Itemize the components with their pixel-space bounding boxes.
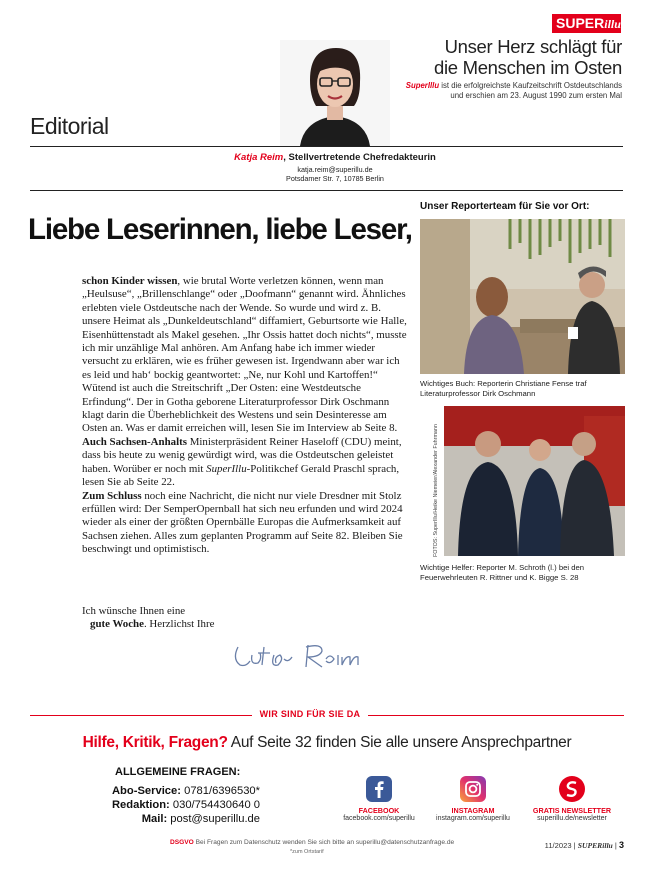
- claim: [392, 81, 622, 101]
- headline: Liebe Leserinnen, liebe Leser,: [28, 213, 412, 246]
- caption-interview: Wichtiges Buch: Reporterin Christiane Fense traf Literaturprofessor Dirk Oschmann: [420, 379, 587, 398]
- photo-credit-text: FOTOS: SuperIllu/Heike Niemeier/Alexander Fuhrmann: [433, 424, 439, 557]
- service-heading: WIR SIND FÜR SIE DA: [259, 709, 361, 719]
- p1-text: , wie brutal Worte verletzen können, wenn man „Heulsuse“, „Brillenschlange“ oder „Doofmann“ genannt wird. Ähnliches erlebten viele Ostdeutsche nach der Wende. So wurde und wird z. B. unsere Heimat als „Dunkeldeutschland“ diffamiert, Geburtsorte wie Halle, Eisenhüttenstadt als Makel gesehen. „Ihr Ossis hattet doch nichts“, musste ich mir unzählige Mal anhören. Am Anfang habe ich immer wieder versucht zu erklären, wie es früher gewesen ist. Irgendwann aber war ich es leid und hab‘ bockig geantwortet: „Ne, nur Kohl und Kartoffen!“ Wütend ist auch die Streitschrift „Der Osten: eine Westdeutsche Erfindung“. Der in Gotha geborene Literaturprofessor Dirk Oschmann klagt darin die Überheblichkeit des Westens und sein Desinteresse am Osten an. Was er damit erreichen will, lesen Sie im Interview ab Seite 8.: [82, 275, 407, 435]
- facebook-icon: [366, 776, 392, 802]
- claim-line-2: und erschien am 23. August 1990 zum ersten Mal: [450, 91, 622, 100]
- photo-interview: [420, 219, 625, 374]
- help-text: Auf Seite 32 finden Sie alle unsere Ansprechpartner: [227, 734, 572, 751]
- author-name: Katja Reim: [234, 152, 284, 163]
- signature: [230, 637, 370, 671]
- facebook-label: FACEBOOK: [358, 806, 400, 815]
- abo-label: Abo-Service:: [111, 785, 181, 797]
- header-divider: [30, 146, 623, 147]
- p2-text-b: -Politikchef Gerald Praschl sprach, lesen Sie ab Seite 22.: [82, 462, 400, 489]
- claim-brand: SuperIllu: [405, 81, 440, 90]
- dsgvo-note: [170, 839, 500, 846]
- p2-lead: Auch Sachsen-Anhalts: [82, 435, 187, 448]
- newsletter-url[interactable]: superillu.de/newsletter: [537, 815, 607, 822]
- reporter-team-title: Unser Reporterteam für Sie vor Ort:: [420, 201, 590, 212]
- p3-text: noch eine Nachricht, die nicht nur viele Dresdner mit Stolz erfüllen wird: Der SemperOpernball hat sich neu erfunden und wird 2024 wieder als einer der größten Opernbälle Europas die Aufmerksamkeit auf Sachsen ziehen. Alles zum geplanten Programm auf Seite 82. Bleiben Sie beschwingt und optimistisch.: [82, 489, 403, 556]
- paragraph-3: [82, 490, 409, 557]
- newsletter-link[interactable]: [527, 776, 617, 822]
- help-line: [30, 734, 624, 752]
- p2-brand: SuperIllu: [206, 462, 247, 475]
- paragraph-1: [82, 275, 409, 436]
- slogan-line-2: die Menschen im Osten: [433, 57, 622, 78]
- abo-phone[interactable]: 0781/6396530*: [180, 785, 260, 797]
- facebook-url[interactable]: facebook.com/superillu: [343, 815, 415, 822]
- redaktion: [40, 799, 260, 811]
- general-questions-heading: ALLGEMEINE FRAGEN:: [115, 766, 241, 778]
- author-portrait: [280, 40, 390, 146]
- tariff-note: *zum Ortstarif: [290, 849, 324, 855]
- byline: [190, 152, 480, 163]
- slogan: [402, 36, 622, 78]
- closing-line-1: Ich wünsche Ihnen eine: [82, 605, 186, 617]
- photo-firefighters: [444, 406, 625, 556]
- redaktion-phone[interactable]: 030/754430640 0: [169, 799, 260, 811]
- mail-label: Mail:: [141, 813, 168, 825]
- photo-credit: [429, 412, 439, 557]
- closing-bold: gute Woche: [90, 618, 144, 631]
- facebook-link[interactable]: [334, 776, 424, 822]
- mail: [40, 813, 260, 825]
- byline-divider: [30, 190, 623, 191]
- instagram-label: INSTAGRAM: [451, 806, 495, 815]
- service-divider-left: [30, 715, 252, 716]
- slogan-line-1: Unser Herz schlägt für: [444, 36, 622, 57]
- newsletter-icon: [559, 776, 585, 802]
- issue-number: 11/2023: [544, 841, 572, 850]
- dsgvo-label: DSGVO: [170, 839, 194, 846]
- caption-firefighters: Wichtige Helfer: Reporter M. Schroth (l.) bei den Feuerwehrleuten R. Rittner und K. Bigge S. 28: [420, 563, 585, 582]
- closing: [82, 605, 282, 632]
- page-number: 3: [618, 840, 624, 850]
- redaktion-label: Redaktion:: [111, 799, 170, 811]
- section-title: Editorial: [30, 113, 109, 139]
- p1-lead: schon Kinder wissen: [82, 275, 178, 287]
- instagram-link[interactable]: [428, 776, 518, 822]
- instagram-url[interactable]: instagram.com/superillu: [436, 815, 510, 822]
- newsletter-label: GRATIS NEWSLETTER: [532, 806, 612, 815]
- author-email[interactable]: katja.reim@superillu.de: [297, 165, 373, 174]
- help-bold: Hilfe, Kritik, Fragen?: [82, 734, 228, 751]
- mail-address[interactable]: post@superillu.de: [167, 813, 260, 825]
- byline-contact: [190, 165, 480, 183]
- abo-service: [40, 785, 260, 797]
- footer-brand: SUPERillu: [577, 841, 613, 850]
- p3-lead: Zum Schluss: [82, 489, 142, 502]
- author-address: Potsdamer Str. 7, 10785 Berlin: [286, 174, 384, 183]
- claim-text: ist die erfolgreichste Kaufzeitschrift Ostdeutschlands: [439, 81, 622, 90]
- closing-text: . Herzlichst Ihre: [143, 618, 215, 631]
- author-role: , Stellvertretende Chefredakteurin: [283, 152, 436, 163]
- page-info: 11/2023 | SUPERillu | 3: [544, 840, 624, 850]
- instagram-icon: [460, 776, 486, 802]
- paragraph-2: [82, 436, 409, 490]
- service-divider-right: [368, 715, 624, 716]
- superillu-logo: SUPERillu: [552, 14, 621, 33]
- p2-text-a: Ministerpräsident Reiner Haseloff (CDU) meint, dass bis heute zu wenig gewürdigt wird, was die Ostdeutschen geleistet haben. Worüber er noch mit: [82, 435, 402, 475]
- dsgvo-text: Bei Fragen zum Datenschutz wenden Sie sich bitte an superillu@datenschutzanfrage.de: [193, 839, 455, 846]
- article-body: [82, 275, 409, 557]
